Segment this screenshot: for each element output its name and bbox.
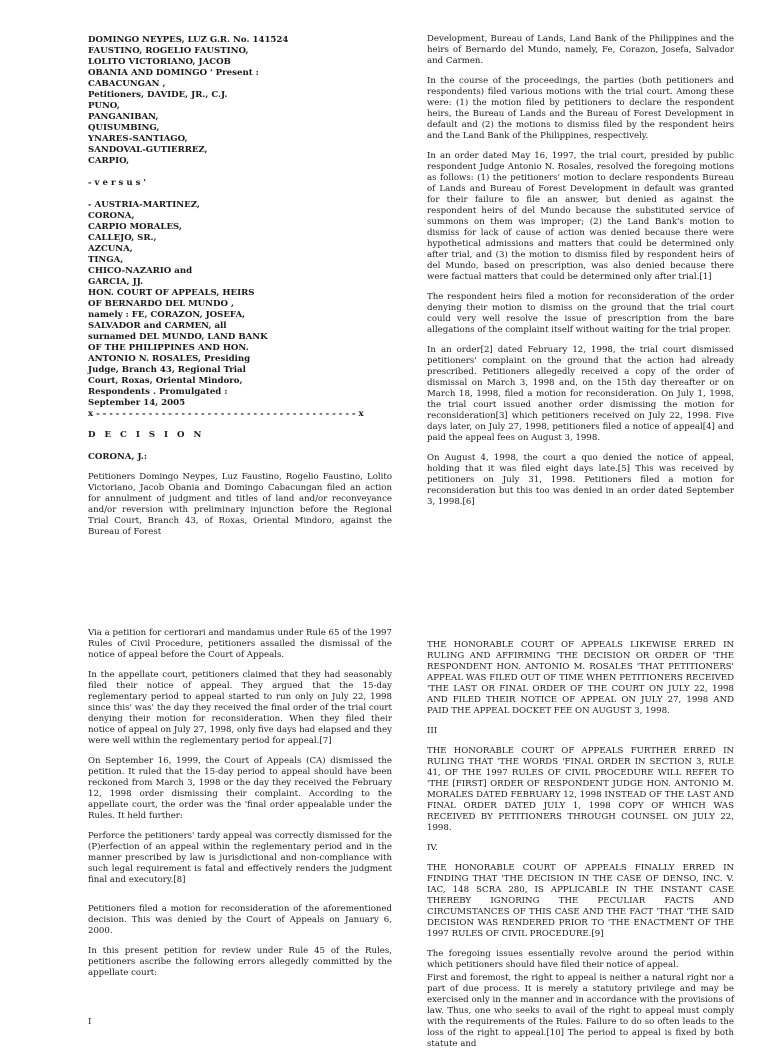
- caption-line: OBANIA AND DOMINGO ' Present :: [88, 68, 259, 78]
- caption-line: OF THE PHILIPPINES AND HON.: [88, 343, 249, 353]
- caption-line: - AUSTRIA-MARTINEZ,: [88, 200, 200, 210]
- paragraph: On September 16, 1999, the Court of Appeals (CA) dismissed the petition. It ruled that the 15-day period to appeal should have been reckoned from March 3, 1998 or the day they received the February 12, 1998 order dismissing their complaint. According to the appellate court, the order was the 'final order appealable under the Rules. It held further:: [88, 756, 392, 821]
- caption-line: SALVADOR and CARMEN, all: [88, 321, 227, 331]
- caption-line: Judge, Branch 43, Regional Trial: [88, 365, 246, 375]
- paragraph: In an order[2] dated February 12, 1998, the trial court dismissed petitioners' complaint on the ground that the action had already prescribed. Petitioners allegedly received a copy of the order of dismissal on March 3, 1998 and, on the 15th day thereafter or on March 18, 1998, filed a motion for reconsideration. On July 1, 1998, the trial court issued another order dismissing the motion for reconsideration[3] which petitioners received on July 22, 1998. Five days later, on July 27, 1998, petitioners filed a notice of appeal[4] and paid the appeal fees on August 3, 1998.: [427, 345, 734, 443]
- paragraph: In this present petition for review under Rule 45 of the Rules, petitioners ascribe the following errors allegedly committed by the appellate court:: [88, 946, 392, 978]
- roman-numeral: I: [88, 1017, 92, 1027]
- caption-line: CORONA,: [88, 211, 135, 221]
- caption-line: YNARES-SANTIAGO,: [88, 134, 188, 144]
- caption-line: ANTONIO N. ROSALES, Presiding: [88, 354, 251, 364]
- caption-line: PUNO,: [88, 101, 120, 111]
- caption-line: TINGA,: [88, 255, 124, 265]
- caption-line: - v e r s u s ': [88, 178, 147, 188]
- block-quote: Perforce the petitioners' tardy appeal was correctly dismissed for the (P)erfection of an appeal within the reglementary period and in the manner prescribed by law is jurisdictional and non-compliance with such legal requirement is fatal and effectively renders the judgment final and executory.[8]: [88, 831, 392, 885]
- roman-numeral: IV.: [427, 843, 438, 853]
- page2-left-column: [88, 628, 392, 1037]
- caption-line: CARPIO,: [88, 156, 130, 166]
- paragraph: In the course of the proceedings, the parties (both petitioners and respondents) filed various motions with the trial court. Among these were: (1) the motion filed by petitioners to declare the respondent heirs, the Bureau of Lands and the Bureau of Forest Development in default and (2) the motions to dismiss filed by the respondent heirs and the Land Bank of the Philippines, respectively.: [427, 76, 734, 141]
- caption-line: GARCIA, JJ.: [88, 277, 144, 287]
- caption-line: September 14, 2005: [88, 398, 186, 408]
- case-caption: [88, 35, 392, 420]
- paragraph: Development, Bureau of Lands, Land Bank of the Philippines and the heirs of Bernardo del Mundo, namely, Fe, Corazon, Josefa, Salvador and Carmen.: [427, 34, 734, 66]
- paragraph: On August 4, 1998, the court a quo denied the notice of appeal, holding that it was filed eight days late.[5] This was received by petitioners on July 31, 1998. Petitioners filed a motion for reconsideration but this too was denied in an order dated September 3, 1998.[6]: [427, 453, 734, 507]
- caption-line: OF BERNARDO DEL MUNDO ,: [88, 299, 234, 309]
- paragraph: First and foremost, the right to appeal is neither a natural right nor a part of due process. It is merely a statutory privilege and may be exercised only in the manner and in accordance with the provisions of law. Thus, one who seeks to avail of the right to appeal must comply with the requirements of the Rules. Failure to do so often leads to the loss of the right to appeal.[10] The period to appeal is fixed by both statute and: [427, 973, 734, 1049]
- caption-line: x - - - - - - - - - - - - - - - - - - - - - - - - - - - - - - - - - - - - - - - - x: [88, 409, 364, 419]
- caption-line: [88, 167, 392, 178]
- page1-left-column: [88, 10, 392, 547]
- caption-line: CARPIO MORALES,: [88, 222, 182, 232]
- caption-line: namely : FE, CORAZON, JOSEFA,: [88, 310, 246, 320]
- caption-line: HON. COURT OF APPEALS, HEIRS: [88, 288, 255, 298]
- caption-line: Court, Roxas, Oriental Mindoro,: [88, 376, 243, 386]
- paragraph: In an order dated May 16, 1997, the trial court, presided by public respondent Judge Antonio N. Rosales, resolved the foregoing motions as follows: (1) the petitioners' motion to declare respondents Bureau of Lands and Bureau of Forest Development in default was granted for their failure to file an answer, but denied as against the respondent heirs of del Mundo because the substituted service of summons on them was improper; (2) the Land Bank's motion to dismiss for lack of cause of action was denied because there were hypothetical admissions and matters that could be determined only after trial, and (3) the motion to dismiss filed by respondent heirs of del Mundo, based on prescription, was also denied because there were factual matters that could be determined only after trial.[1]: [427, 151, 734, 282]
- caption-line: Petitioners, DAVIDE, JR., C.J.: [88, 90, 228, 100]
- caption-line: CHICO-NAZARIO and: [88, 266, 193, 276]
- caption-line: SANDOVAL-GUTIERREZ,: [88, 145, 208, 155]
- caption-line: QUISUMBING,: [88, 123, 160, 133]
- caption-line: LOLITO VICTORIANO, JACOB: [88, 57, 231, 67]
- caption-line: [88, 189, 392, 200]
- paragraph: The respondent heirs filed a motion for reconsideration of the order denying their motion to dismiss on the ground that the trial court could very well resolve the issue of prescription from the bare allegations of the complaint itself without waiting for the trial proper.: [427, 292, 734, 335]
- caption-line: AZCUNA,: [88, 244, 133, 254]
- decision-heading: D E C I S I O N: [88, 430, 205, 440]
- caption-line: CABACUNGAN ,: [88, 79, 166, 89]
- paragraph: In the appellate court, petitioners claimed that they had seasonably filed their notice of appeal. They argued that the 15-day reglementary period to appeal started to run only on July 22, 1998 since this' was' the day they received the final order of the trial court denying their motion for reconsideration. When they filed their notice of appeal on July 27, 1998, only five days had elapsed and they were well within the reglementary period for appeal.[7]: [88, 670, 392, 746]
- page1-right-column: [427, 34, 734, 517]
- caption-line: FAUSTINO, ROGELIO FAUSTINO,: [88, 46, 249, 56]
- paragraph: Petitioners filed a motion for reconsideration of the aforementioned decision. This was denied by the Court of Appeals on January 6, 2000.: [88, 904, 392, 936]
- assigned-error: THE HONORABLE COURT OF APPEALS FINALLY ERRED IN FINDING THAT 'THE DECISION IN THE CASE OF DENSO, INC. V. IAC, 148 SCRA 280, IS APPLICABLE IN THE INSTANT CASE THEREBY IGNORING THE PECULIAR FACTS AND CIRCUMSTANCES OF THIS CASE AND THE FACT 'THAT 'THE SAID DECISION WAS RENDERED PRIOR TO 'THE ENACTMENT OF THE 1997 RULES OF CIVIL PROCEDURE.[9]: [427, 863, 734, 939]
- assigned-error: THE HONORABLE COURT OF APPEALS FURTHER ERRED IN RULING THAT 'THE WORDS 'FINAL ORDER IN SECTION 3, RULE 41, OF THE 1997 RULES OF CIVIL PROCEDURE WILL REFER TO 'THE [FIRST] ORDER OF RESPONDENT JUDGE HON. ANTONIO M. MORALES DATED FEBRUARY 12, 1998 INSTEAD OF THE LAST AND FINAL ORDER DATED JULY 1, 1998 COPY OF WHICH WAS RECEIVED BY PETITIONERS THROUGH COUNSEL ON JULY 22, 1998.: [427, 746, 734, 833]
- ponente: CORONA, J.:: [88, 452, 148, 462]
- roman-numeral: III: [427, 726, 438, 736]
- caption-line: CALLEJO, SR.,: [88, 233, 157, 243]
- paragraph: Via a petition for certiorari and mandamus under Rule 65 of the 1997 Rules of Civil Procedure, petitioners assailed the dismissal of the notice of appeal before the Court of Appeals.: [88, 628, 392, 660]
- caption-line: surnamed DEL MUNDO, LAND BANK: [88, 332, 268, 342]
- paragraph: Petitioners Domingo Neypes, Luz Faustino, Rogelio Faustino, Lolito Victoriano, Jacob Obania and Domingo Cabacungan filed an action for annulment of judgment and titles of land and/or reconveyance and/or reversion with preliminary injunction before the Regional Trial Court, Branch 43, of Roxas, Oriental Mindoro, against the Bureau of Forest: [88, 472, 392, 537]
- assigned-error: THE HONORABLE COURT OF APPEALS LIKEWISE ERRED IN RULING AND AFFIRMING 'THE DECISION OR ORDER OF 'THE RESPONDENT HON. ANTONIO M. ROSALES 'THAT PETITIONERS' APPEAL WAS FILED OUT OF TIME WHEN PETITIONERS RECEIVED 'THE LAST OR FINAL ORDER OF THE COURT ON JULY 22, 1998 AND FILED THEIR NOTICE OF APPEAL ON JULY 27, 1998 AND PAID THE APPEAL DOCKET FEE ON AUGUST 3, 1998.: [427, 640, 734, 716]
- caption-line: PANGANIBAN,: [88, 112, 159, 122]
- page2-right-column: [427, 640, 734, 1059]
- caption-line: Respondents . Promulgated :: [88, 387, 228, 397]
- caption-line: DOMINGO NEYPES, LUZ G.R. No. 141524: [88, 35, 289, 45]
- paragraph: The foregoing issues essentially revolve around the period within which petitioners should have filed their notice of appeal.: [427, 949, 734, 970]
